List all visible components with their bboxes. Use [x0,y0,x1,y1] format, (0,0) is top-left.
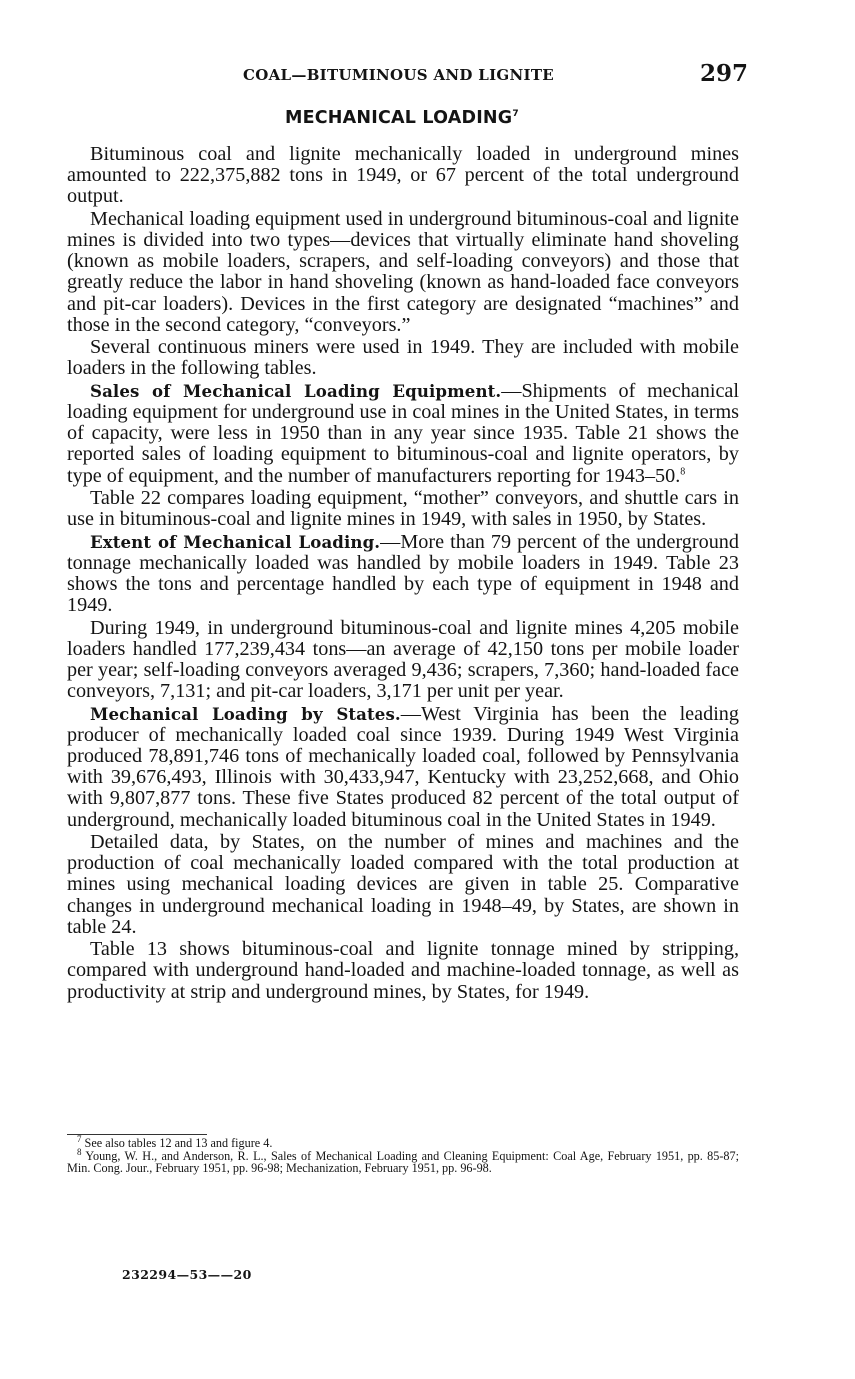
run-in-heading: Sales of Mechanical Loading Equipment. [90,380,502,401]
paragraph [67,704,739,831]
section-title [285,108,519,128]
paragraph [67,144,739,208]
print-code: 232294—53——20 [122,1267,252,1282]
run-in-heading: Mechanical Loading by States. [90,703,401,724]
footnote-text: See also tables 12 and 13 and figure 4. [84,1136,273,1150]
paragraph-text: Mechanical loading equipment used in underground bituminous-coal and lignite mines is divided into two types—devices that virtually eliminate hand shoveling (known as mobile loaders, scrapers, and self-loading conveyors) and those that greatly reduce the labor in hand shoveling (known as hand-loaded face conveyors and pit-car loaders). Devices in the first category are designated “machines” and those in the second category, “conveyors.” [67,207,739,336]
paragraph-text: Bituminous coal and lignite mechanically loaded in underground mines amounted to 222,375,882 tons in 1949, or 67 percent of the total underground output. [67,143,739,208]
paragraph-text: Table 13 shows bituminous-coal and lignite tonnage mined by stripping, compared with underground hand-loaded and machine-loaded tonnage, as well as productivity at strip and underground mines, by States, for 1949. [67,938,739,1003]
paragraph [67,337,739,379]
footnote [67,1146,739,1176]
paragraph [67,618,739,703]
footnote-ref: 8 [680,465,686,477]
paragraph-text: During 1949, in underground bituminous-coal and lignite mines 4,205 mobile loaders handled 177,239,434 tons—an average of 42,150 tons per mobile loader per year; self-loading conveyors averaged 9,436; scrapers, 7,360; hand-loaded face conveyors, 7,131; and pit-car loaders, 3,171 per unit per year. [67,616,739,703]
running-head: COAL—BITUMINOUS AND LIGNITE [243,66,555,84]
paragraph [67,488,739,530]
body-text [67,144,739,1003]
paragraph-text: Table 22 compares loading equipment, “mother” conveyors, and shuttle cars in use in bituminous-coal and lignite mines in 1949, with sales in 1950, by States. [67,487,739,531]
paragraph-text: —Shipments of mechanical loading equipment for underground use in coal mines in the United States, in terms of capacity, were less in 1950 than in any year since 1935. Table 21 shows the reported sales of loading equipment to bituminous-coal and lignite operators, by type of equipment, and the number of manufacturers reporting for 1943–50. [67,379,739,487]
paragraph-text: —West Virginia has been the leading producer of mechanically loaded coal since 1939. During 1949 West Virginia produced 78,891,746 tons of mechanically loaded coal, followed by Pennsylvania with 39,676,493, Illinois with 30,433,947, Kentucky with 23,252,668, and Ohio with 9,807,877 tons. These five States produced 82 percent of the total output of underground, mechanically loaded bituminous coal in the United States in 1949. [67,702,739,831]
paragraph [67,381,739,487]
paragraph-text: Detailed data, by States, on the number of mines and machines and the production of coal mechanically loaded compared with the total production at mines using mechanical loading devices are given in table 25. Comparative changes in underground mechanical loading in 1948–49, by States, are shown in table 24. [67,831,739,938]
footnote-text: Young, W. H., and Anderson, R. L., Sales of Mechanical Loading and Cleaning Equipment: Coal Age, February 1951, pp. 85-87; Min. Cong. Jour., February 1951, pp. 96-98; Mechanization, February 1951, pp. 96-98. [67,1148,739,1176]
footnote-mark: 8 [77,1146,82,1157]
page-number: 297 [700,60,749,87]
section-title-text: MECHANICAL LOADING [285,108,513,128]
paragraph-text: —More than 79 percent of the underground tonnage mechanically loaded was handled by mobile loaders in 1949. Table 23 shows the tons and percentage handled by each type of equipment in 1948 and 1949. [67,530,739,617]
paragraph [67,209,739,336]
paragraph [67,939,739,1003]
footnote-mark: 7 [77,1133,82,1144]
paragraph [67,832,739,938]
footnote-rule [67,1134,207,1135]
run-in-heading: Extent of Mechanical Loading. [90,531,381,552]
paragraph [67,532,739,617]
paragraph-text: Several continuous miners were used in 1949. They are included with mobile loaders in the following tables. [67,336,739,380]
footnotes [67,1133,739,1176]
section-title-note-ref: 7 [512,109,519,120]
